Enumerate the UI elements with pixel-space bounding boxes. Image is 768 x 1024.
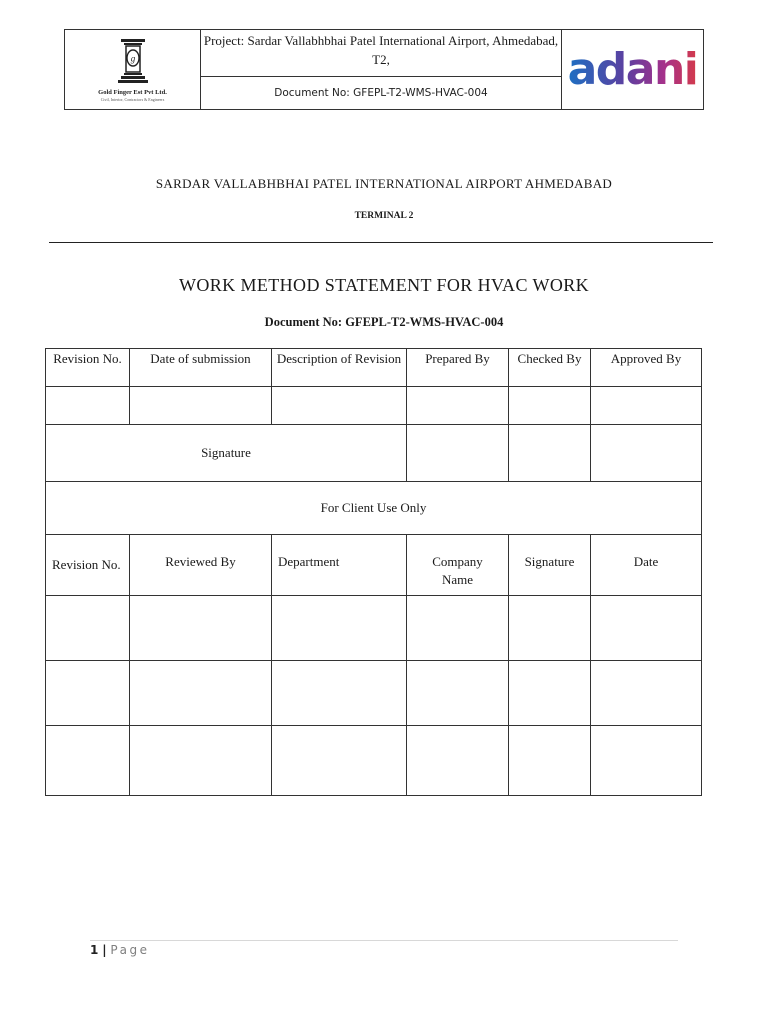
table-cell — [130, 726, 272, 796]
client-col-revision-no: Revision No. — [46, 535, 130, 596]
table-cell — [591, 387, 702, 425]
table-cell — [407, 387, 509, 425]
statement-title: WORK METHOD STATEMENT FOR HVAC WORK — [178, 275, 590, 295]
table-cell — [407, 661, 509, 726]
table-cell — [591, 596, 702, 661]
client-col-company-name: Company Name — [407, 535, 509, 596]
table-cell — [272, 596, 407, 661]
title-divider — [49, 242, 713, 243]
table-cell — [407, 596, 509, 661]
airport-title: SARDAR VALLABHBHAI PATEL INTERNATIONAL AIRPORT AHMEDABAD — [155, 176, 613, 191]
table-cell — [130, 387, 272, 425]
revision-table — [45, 348, 702, 796]
table-cell — [591, 425, 702, 482]
table-cell — [272, 726, 407, 796]
footer-divider — [90, 940, 678, 941]
table-cell — [46, 387, 130, 425]
table-cell — [46, 661, 130, 726]
page-number: 1 — [90, 943, 99, 957]
col-prepared-by: Prepared By — [407, 349, 509, 387]
page-label: Page — [110, 943, 150, 957]
table-cell — [272, 387, 407, 425]
client-entry-row — [46, 596, 702, 661]
table-cell — [130, 596, 272, 661]
header-document-number: Document No: GFEPL-T2-WMS-HVAC-004 — [274, 87, 488, 99]
table-cell — [509, 387, 591, 425]
client-col-date: Date — [591, 535, 702, 596]
logo-company-name: Gold Finger Est Pvt Ltd. — [98, 89, 167, 96]
table-cell — [46, 726, 130, 796]
table-cell — [509, 425, 591, 482]
document-number: Document No: GFEPL-T2-WMS-HVAC-004 — [264, 315, 504, 329]
table-cell — [509, 661, 591, 726]
col-approved-by: Approved By — [591, 349, 702, 387]
table-cell — [130, 661, 272, 726]
client-entry-row — [46, 661, 702, 726]
logo-tagline: Civil, Interior, Contractors & Engineers — [100, 97, 165, 102]
table-cell — [407, 726, 509, 796]
client-section-row — [46, 482, 702, 535]
client-entry-row — [46, 726, 702, 796]
company-logo — [65, 30, 201, 109]
table-cell — [46, 596, 130, 661]
col-date-of-submission: Date of submission — [130, 349, 272, 387]
document-header — [64, 29, 704, 110]
terminal-subtitle: TERMINAL 2 — [354, 211, 414, 221]
client-col-department: Department — [272, 535, 407, 596]
revision-header-row — [46, 349, 702, 387]
table-cell — [407, 425, 509, 482]
client-use-label: For Client Use Only — [46, 482, 702, 535]
col-checked-by: Checked By — [509, 349, 591, 387]
client-header-row — [46, 535, 702, 596]
signature-label: Signature — [46, 425, 407, 482]
table-cell — [509, 726, 591, 796]
table-cell — [591, 661, 702, 726]
pillar-emblem-icon — [113, 37, 153, 87]
page-footer — [90, 943, 149, 957]
project-title: Project: Sardar Vallabhbhai Patel International Airport, Ahmedabad, T2, — [201, 30, 561, 77]
client-col-signature: Signature — [509, 535, 591, 596]
col-description: Description of Revision — [272, 349, 407, 387]
col-revision-no: Revision No. — [46, 349, 130, 387]
svg-text:g: g — [130, 53, 135, 64]
signature-row — [46, 425, 702, 482]
revision-entry-row — [46, 387, 702, 425]
client-logo — [562, 30, 703, 109]
table-cell — [591, 726, 702, 796]
table-cell — [272, 661, 407, 726]
adani-logo-text: adani — [567, 43, 698, 95]
header-project-block — [201, 30, 562, 109]
page-separator: | — [102, 943, 107, 957]
client-col-reviewed-by: Reviewed By — [130, 535, 272, 596]
table-cell — [509, 596, 591, 661]
